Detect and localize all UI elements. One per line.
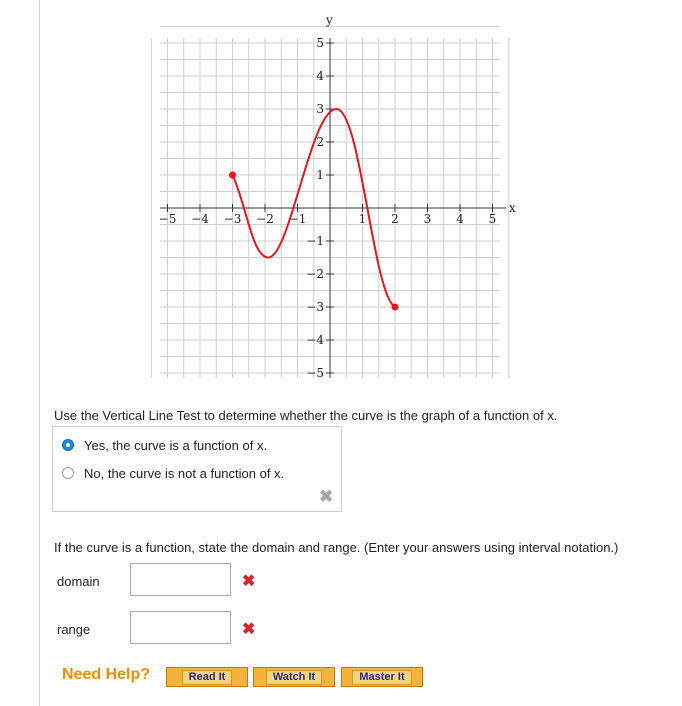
y-tick-label: −3 — [306, 300, 324, 314]
need-help-label: Need Help? — [62, 666, 151, 683]
radio-yes[interactable] — [62, 439, 74, 451]
y-tick-label: −1 — [306, 234, 324, 248]
choice-yes[interactable] — [62, 436, 267, 454]
x-tick-label: −5 — [158, 212, 177, 226]
left-rule — [39, 0, 40, 706]
range-red-x-icon: ✖ — [242, 621, 256, 638]
domain-input[interactable] — [130, 563, 231, 596]
vertical-line-test-question: Use the Vertical Line Test to determine whether the curve is the graph of a function of x. — [54, 408, 558, 423]
domain-range-prompt: If the curve is a function, state the domain and range. (Enter your answers using interval notation.) — [54, 540, 619, 555]
x-tick-label: 1 — [358, 212, 367, 226]
range-label: range — [57, 622, 91, 637]
x-tick-label: 5 — [488, 212, 497, 226]
choice-no-label: No, the curve is not a function of x. — [84, 465, 285, 481]
watch-it-button[interactable] — [253, 667, 335, 687]
y-tick-label: −4 — [306, 333, 324, 347]
curve-start-point — [229, 172, 236, 179]
master-it-button[interactable] — [341, 667, 423, 687]
range-input[interactable] — [130, 611, 231, 644]
x-tick-label: −2 — [256, 212, 274, 226]
function-graph — [140, 0, 520, 385]
x-axis-label: x — [509, 201, 516, 215]
y-tick-label: 3 — [316, 102, 324, 116]
y-axis-label: y — [326, 13, 333, 27]
answer-choices — [52, 426, 342, 512]
x-tick-label: 2 — [391, 212, 399, 226]
x-tick-label: 4 — [456, 212, 464, 226]
x-tick-label: −1 — [288, 212, 307, 226]
y-tick-label: −2 — [306, 267, 324, 281]
radio-no[interactable] — [62, 467, 74, 479]
read-it-button[interactable] — [166, 667, 248, 687]
domain-label: domain — [57, 574, 100, 589]
y-tick-label: 1 — [316, 168, 324, 182]
y-tick-label: 4 — [316, 69, 324, 83]
domain-red-x-icon: ✖ — [242, 573, 256, 590]
curve-end-point — [392, 304, 399, 311]
y-tick-label: 2 — [316, 135, 324, 149]
x-tick-label: −3 — [223, 212, 242, 226]
choice-no[interactable] — [62, 464, 284, 482]
x-tick-label: −4 — [191, 212, 209, 226]
x-tick-label: 3 — [423, 212, 432, 226]
y-tick-label: 5 — [316, 36, 324, 50]
choice-yes-label: Yes, the curve is a function of x. — [84, 437, 268, 453]
axes — [160, 38, 506, 378]
gray-x-icon: ✖ — [319, 487, 334, 506]
watch-it-label: Watch It — [266, 670, 322, 685]
master-it-label: Master It — [352, 670, 411, 685]
read-it-label: Read It — [182, 670, 233, 685]
y-tick-label: −5 — [306, 366, 324, 380]
